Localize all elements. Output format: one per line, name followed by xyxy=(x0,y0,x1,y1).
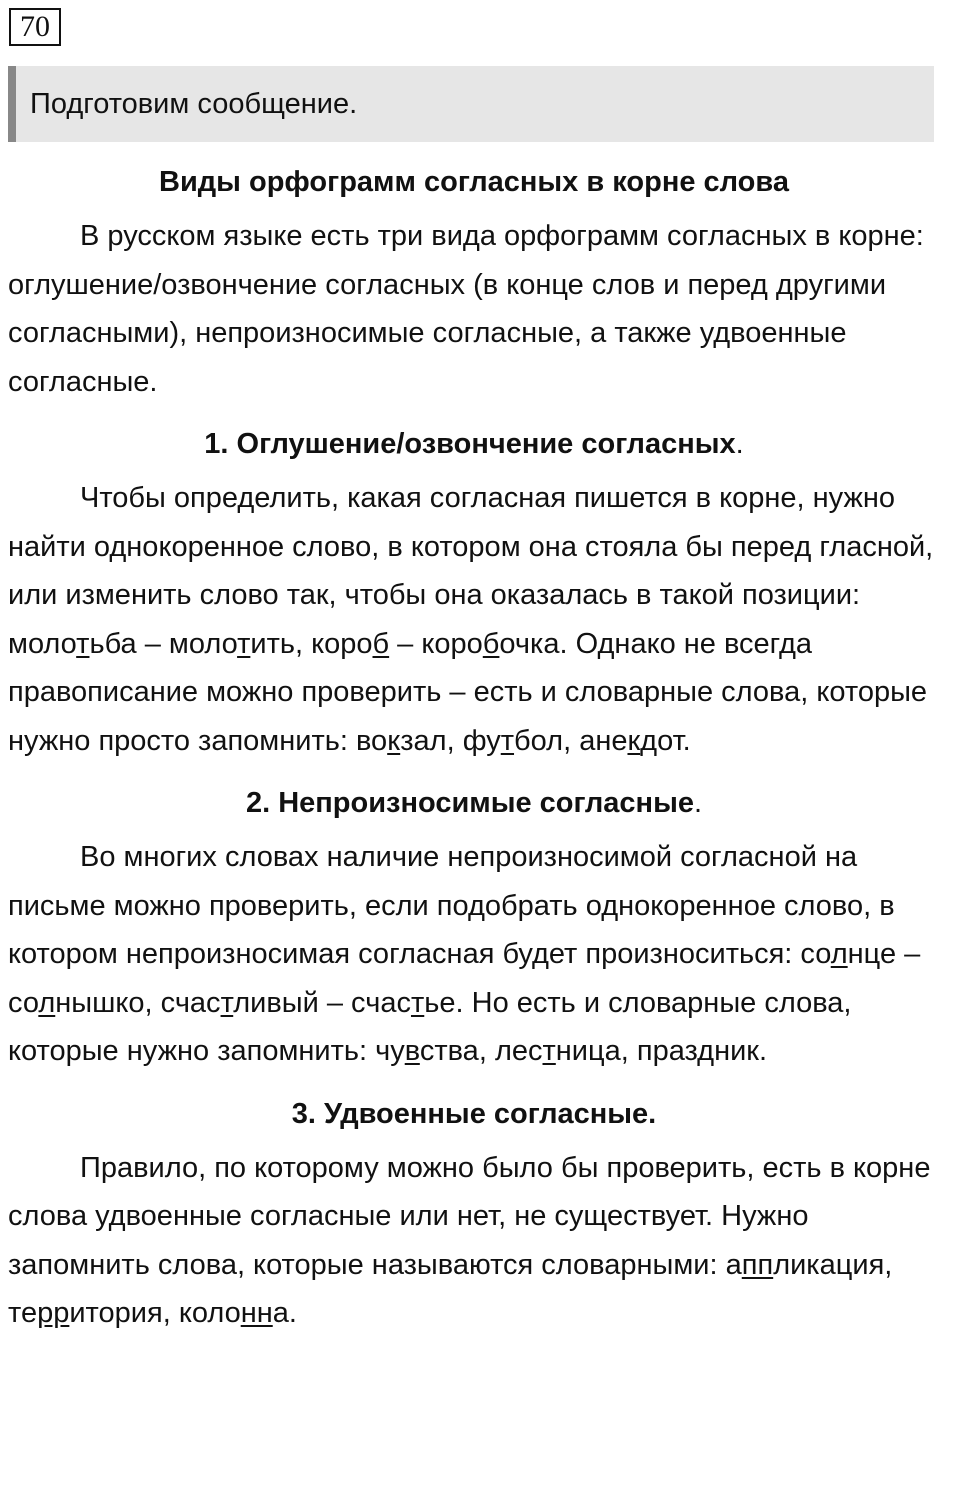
example-word-part: со xyxy=(8,986,39,1019)
example-word-part: ане xyxy=(579,724,628,757)
orthogram-letter: л xyxy=(830,938,848,970)
separator: , xyxy=(620,1035,637,1067)
example-word-part: очка xyxy=(499,627,560,660)
paragraph-text: . xyxy=(682,724,691,757)
example-word-part: коло xyxy=(178,1297,241,1329)
example-word-part: ливый xyxy=(233,986,319,1019)
orthogram-letter: т xyxy=(410,986,425,1019)
paragraph-text: . Однако не всегда правописание можно проверить – есть и словарные слова, которые нужно просто запомнить: xyxy=(8,627,928,757)
orthogram-letter: к xyxy=(387,724,401,757)
orthogram-letter: пп xyxy=(741,1248,774,1281)
section-paragraph-1 xyxy=(8,474,940,765)
paragraph-text: Чтобы определить, какая согласная пишется в корне, нужно найти однокоренное слово, в котором она стояла бы перед гласной, или изменить слово так, чтобы она оказалась в такой позиции: xyxy=(8,482,934,611)
example-word-part: а xyxy=(272,1297,289,1329)
task-banner: Подготовим сообщение. xyxy=(8,66,934,142)
example-word-part: моло xyxy=(168,627,238,660)
paragraph-text: Во многих словах наличие непроизносимой согласной на письме можно проверить, если подобрать однокоренное слово, в котором непроизносимая согласная будет произноситься: xyxy=(8,841,895,970)
example-word-part: ье xyxy=(424,986,456,1019)
section-heading-tail: . xyxy=(693,787,703,819)
example-word-part: ница xyxy=(555,1035,621,1067)
orthogram-letter: д xyxy=(697,1035,715,1067)
exercise-number: 70 xyxy=(9,8,61,46)
orthogram-letter: т xyxy=(237,627,251,660)
intro-paragraph: В русском языке есть три вида орфограмм согласных в корне: оглушение/озвончение согласных (в конце слов и перед другими согласными), непроизносимые согласные, а также удвоенные согласные. xyxy=(8,220,924,398)
example-word-part: ликация xyxy=(773,1248,885,1281)
section-heading-tail: . xyxy=(735,428,744,460)
separator: , xyxy=(563,724,580,757)
separator: – xyxy=(318,986,352,1019)
example-word-part: ьба xyxy=(89,627,137,660)
section-heading-text: 3. Удвоенные согласные. xyxy=(291,1097,657,1130)
orthogram-letter: л xyxy=(38,986,56,1019)
separator: – xyxy=(389,627,422,660)
orthogram-letter: т xyxy=(500,724,515,757)
example-word-part: ник xyxy=(714,1035,759,1067)
orthogram-letter: нн xyxy=(240,1297,273,1329)
example-word-part: праз xyxy=(636,1035,698,1067)
example-word-part: те xyxy=(8,1297,38,1329)
separator: , xyxy=(144,986,161,1019)
section-heading-1 xyxy=(8,414,940,474)
example-word-part: итория xyxy=(69,1297,163,1329)
example-word-part: зал xyxy=(400,724,447,757)
example-word-part: ства xyxy=(419,1035,479,1067)
example-word-part: моло xyxy=(8,627,77,660)
section-heading-2 xyxy=(8,773,940,833)
separator: , xyxy=(162,1297,179,1329)
paragraph-text: Правило, по которому можно было бы проверить, есть в корне слова удвоенные согласные или нет, не существует. Нужно запомнить слова, которые называются словарными: xyxy=(8,1151,931,1281)
separator: – xyxy=(136,627,169,660)
paragraph-text: . Но есть и словарные слова, которые нужно запомнить: xyxy=(8,986,852,1067)
document-body xyxy=(8,152,940,1346)
separator: , xyxy=(884,1248,893,1281)
example-word-part: бол xyxy=(514,724,564,757)
example-word-part: во xyxy=(355,724,388,757)
example-word-part: чу xyxy=(375,1035,405,1067)
example-word-part: нышко xyxy=(55,986,145,1019)
section-heading-text: 1. Оглушение/озвончение согласных xyxy=(204,428,736,460)
example-word-part: со xyxy=(800,938,831,970)
section-heading-text: 2. Непроизносимые согласные xyxy=(245,787,694,819)
sections-container xyxy=(8,414,940,1338)
section-paragraph-3 xyxy=(8,1144,940,1338)
example-word-part: коро xyxy=(311,627,373,660)
orthogram-letter: в xyxy=(404,1035,420,1067)
section-heading-3 xyxy=(8,1084,940,1144)
separator: – xyxy=(896,938,921,970)
example-word-part: дот xyxy=(640,724,683,757)
paragraph-text: . xyxy=(288,1297,297,1329)
document-title: Виды орфограмм согласных в корне слова xyxy=(159,166,789,198)
section-paragraph-2 xyxy=(8,833,940,1076)
orthogram-letter: рр xyxy=(37,1297,70,1329)
separator: , xyxy=(294,627,312,660)
orthogram-letter: т xyxy=(220,986,234,1019)
example-word-part: коро xyxy=(421,627,483,660)
orthogram-letter: б xyxy=(372,627,390,660)
separator: , xyxy=(478,1035,495,1067)
example-word-part: фу xyxy=(462,724,501,757)
example-word-part: нце xyxy=(847,938,897,970)
separator: , xyxy=(446,724,463,757)
orthogram-letter: т xyxy=(76,627,90,660)
example-word-part: лес xyxy=(494,1035,543,1067)
example-word-part: счас xyxy=(351,986,411,1019)
orthogram-letter: б xyxy=(482,627,500,660)
example-word-part: а xyxy=(725,1248,742,1281)
example-word-part: счас xyxy=(160,986,221,1019)
orthogram-letter: т xyxy=(542,1035,556,1067)
paragraph-text: . xyxy=(759,1035,768,1067)
orthogram-letter: к xyxy=(627,724,641,757)
example-word-part: ить xyxy=(250,627,295,660)
